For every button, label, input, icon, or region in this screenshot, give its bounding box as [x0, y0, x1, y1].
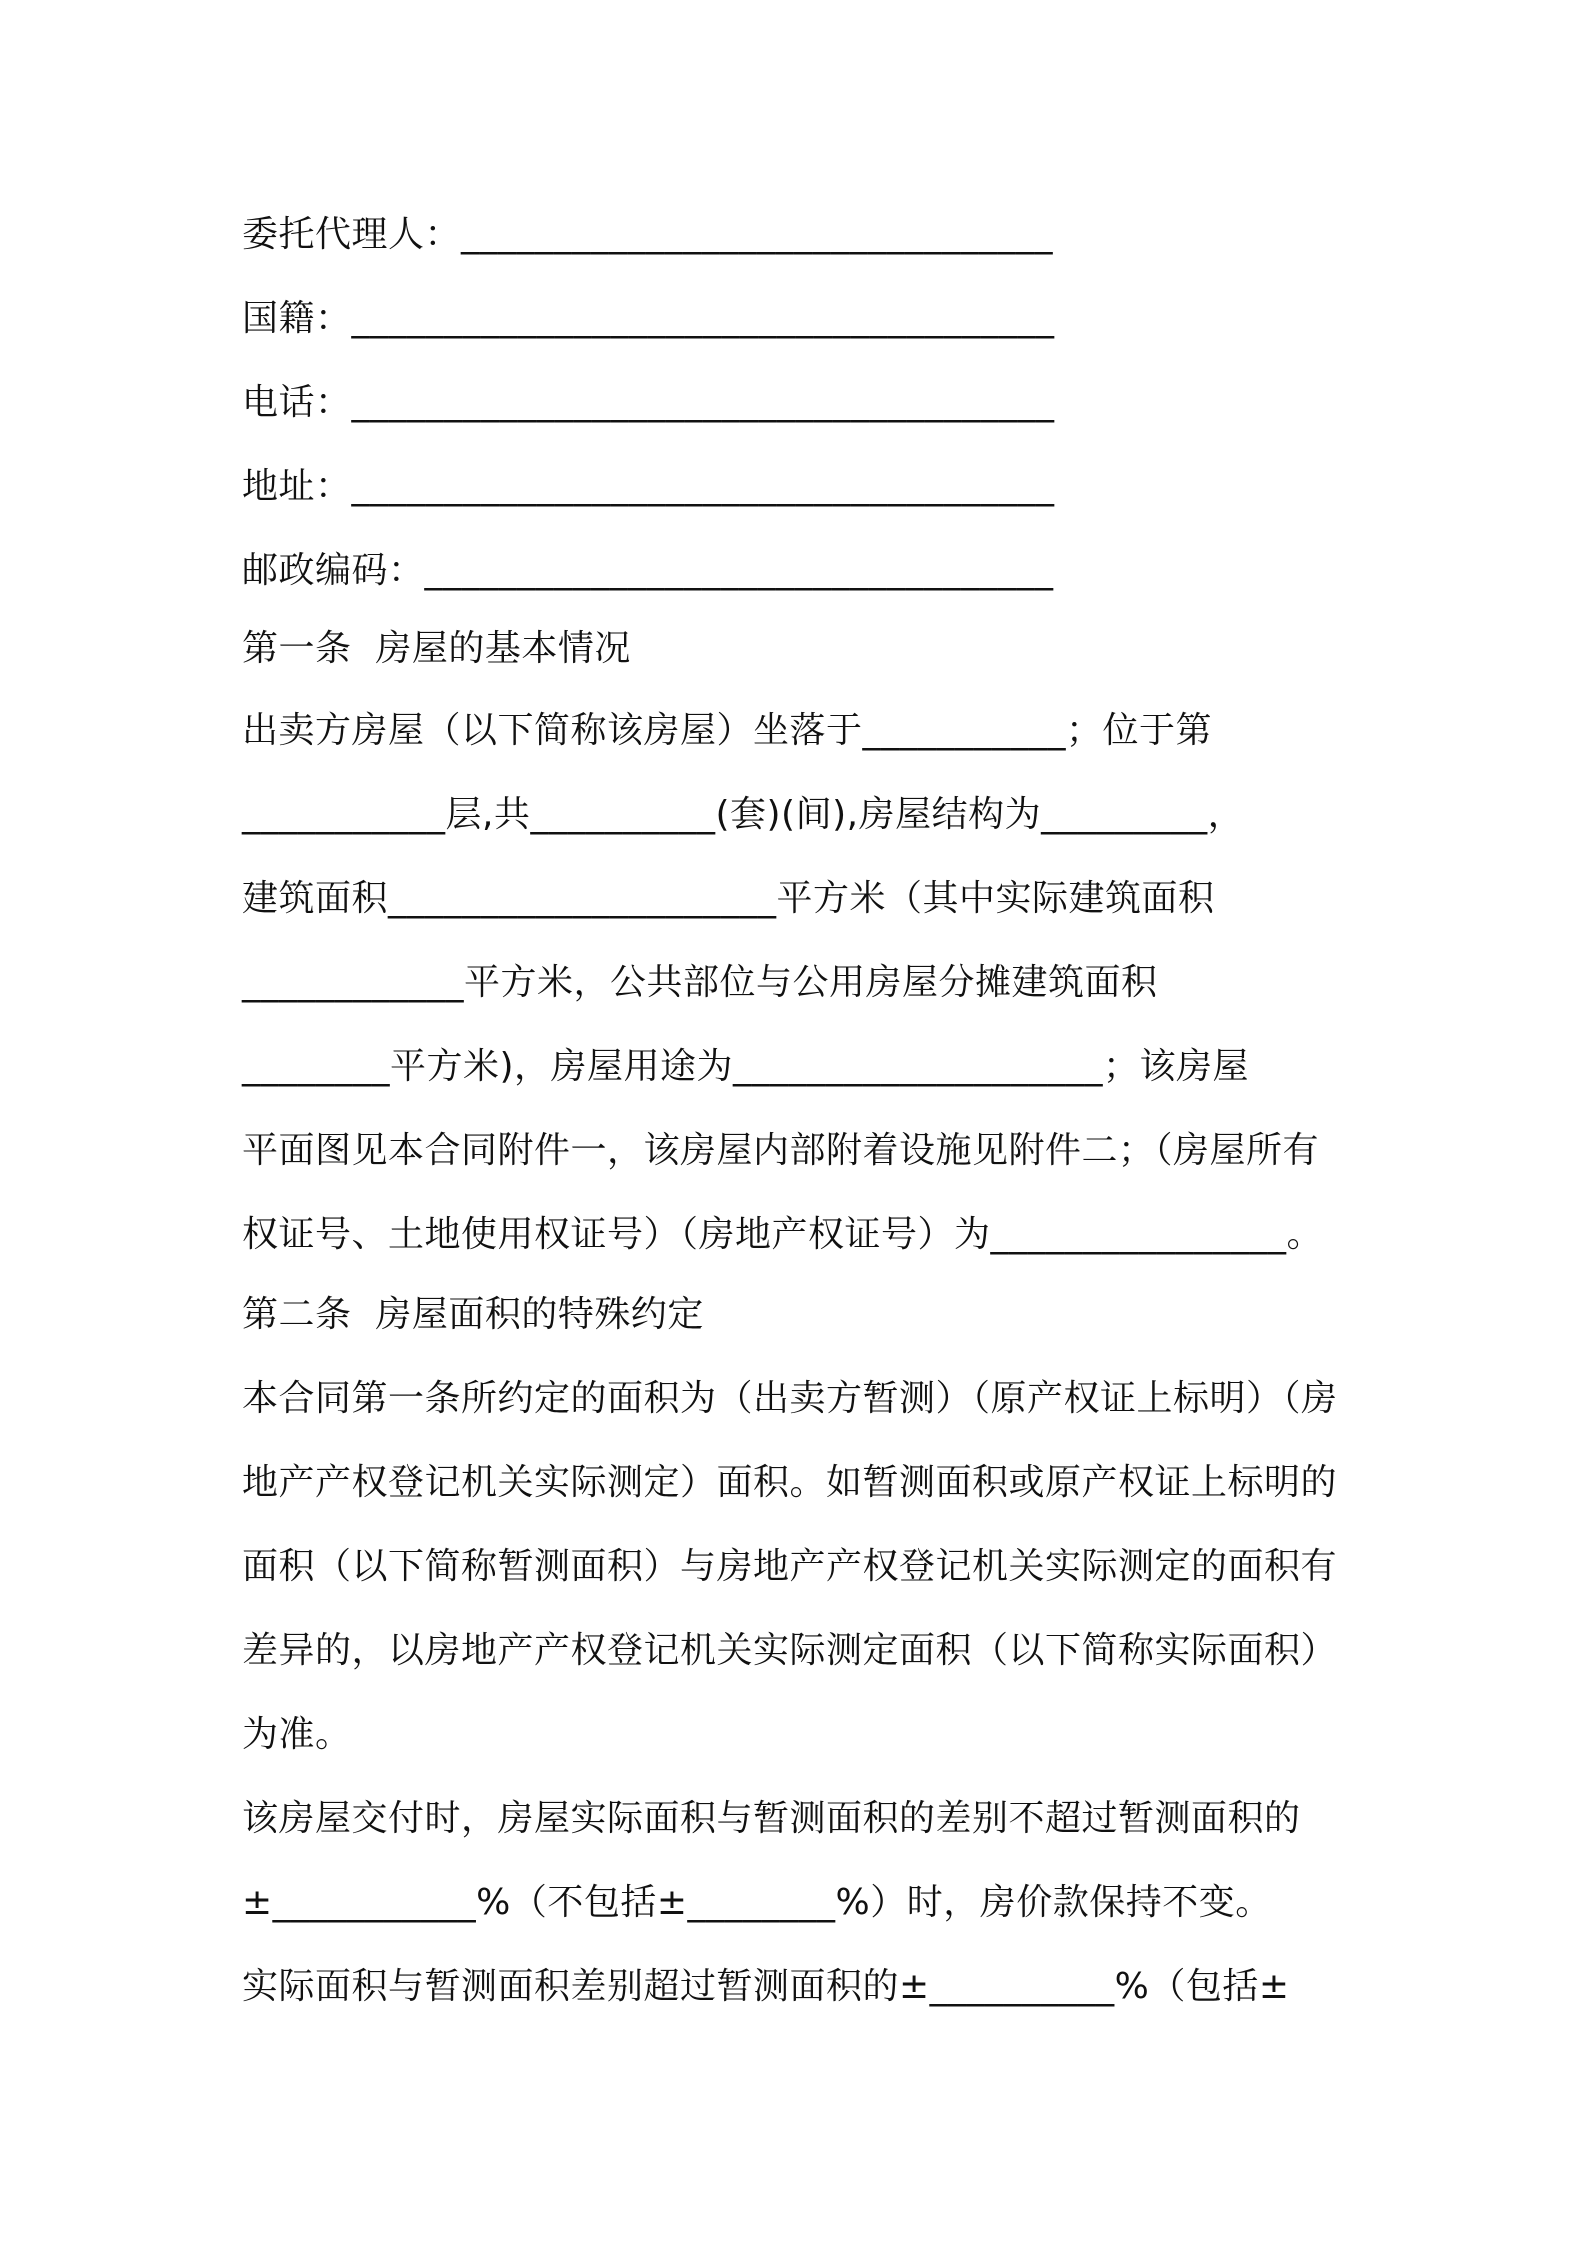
article-2-heading: 第二条 房屋面积的特殊约定: [242, 1294, 704, 1335]
postal-code-field: 邮政编码：__________________________________: [242, 550, 1054, 591]
phone-field: 电话：______________________________________: [242, 382, 1055, 423]
article-1-line-2: ___________层,共__________(套)(间),房屋结构为_________，: [242, 794, 1245, 835]
address-field: 地址：______________________________________: [242, 466, 1055, 507]
article-2-line-3: 面积（以下简称暂测面积）与房地产产权登记机关实际测定的面积有: [242, 1546, 1338, 1587]
article-1-line-6: 平面图见本合同附件一，该房屋内部附着设施见附件二；（房屋所有: [242, 1130, 1320, 1171]
article-2-line-5: 为准。: [242, 1714, 352, 1755]
article-2-line-4: 差异的，以房地产产权登记机关实际测定面积（以下简称实际面积）: [242, 1630, 1338, 1671]
article-1-line-1: 出卖方房屋（以下简称该房屋）坐落于___________；位于第: [242, 710, 1213, 751]
article-1-line-5: ________平方米)，房屋用途为____________________；该房屋: [242, 1046, 1250, 1087]
agent-field: 委托代理人：________________________________: [242, 214, 1054, 255]
article-2-line-1: 本合同第一条所约定的面积为（出卖方暂测）（原产权证上标明）（房: [242, 1378, 1338, 1419]
article-1-line-3: 建筑面积_____________________平方米（其中实际建筑面积: [242, 878, 1215, 919]
article-1-line-4: ____________平方米，公共部位与公用房屋分摊建筑面积: [242, 962, 1158, 1003]
article-1-line-7: 权证号、土地使用权证号）（房地产权证号）为________________。: [242, 1214, 1324, 1255]
article-2-line-8: 实际面积与暂测面积差别超过暂测面积的±__________%（包括±: [242, 1966, 1290, 2007]
article-2-line-6: 该房屋交付时，房屋实际面积与暂测面积的差别不超过暂测面积的: [242, 1798, 1301, 1839]
article-1-heading: 第一条 房屋的基本情况: [242, 628, 631, 669]
nationality-field: 国籍：______________________________________: [242, 298, 1055, 339]
article-2-line-7: ±___________%（不包括±________%）时，房价款保持不变。: [242, 1882, 1272, 1923]
article-2-line-2: 地产产权登记机关实际测定）面积。如暂测面积或原产权证上标明的: [242, 1462, 1338, 1503]
